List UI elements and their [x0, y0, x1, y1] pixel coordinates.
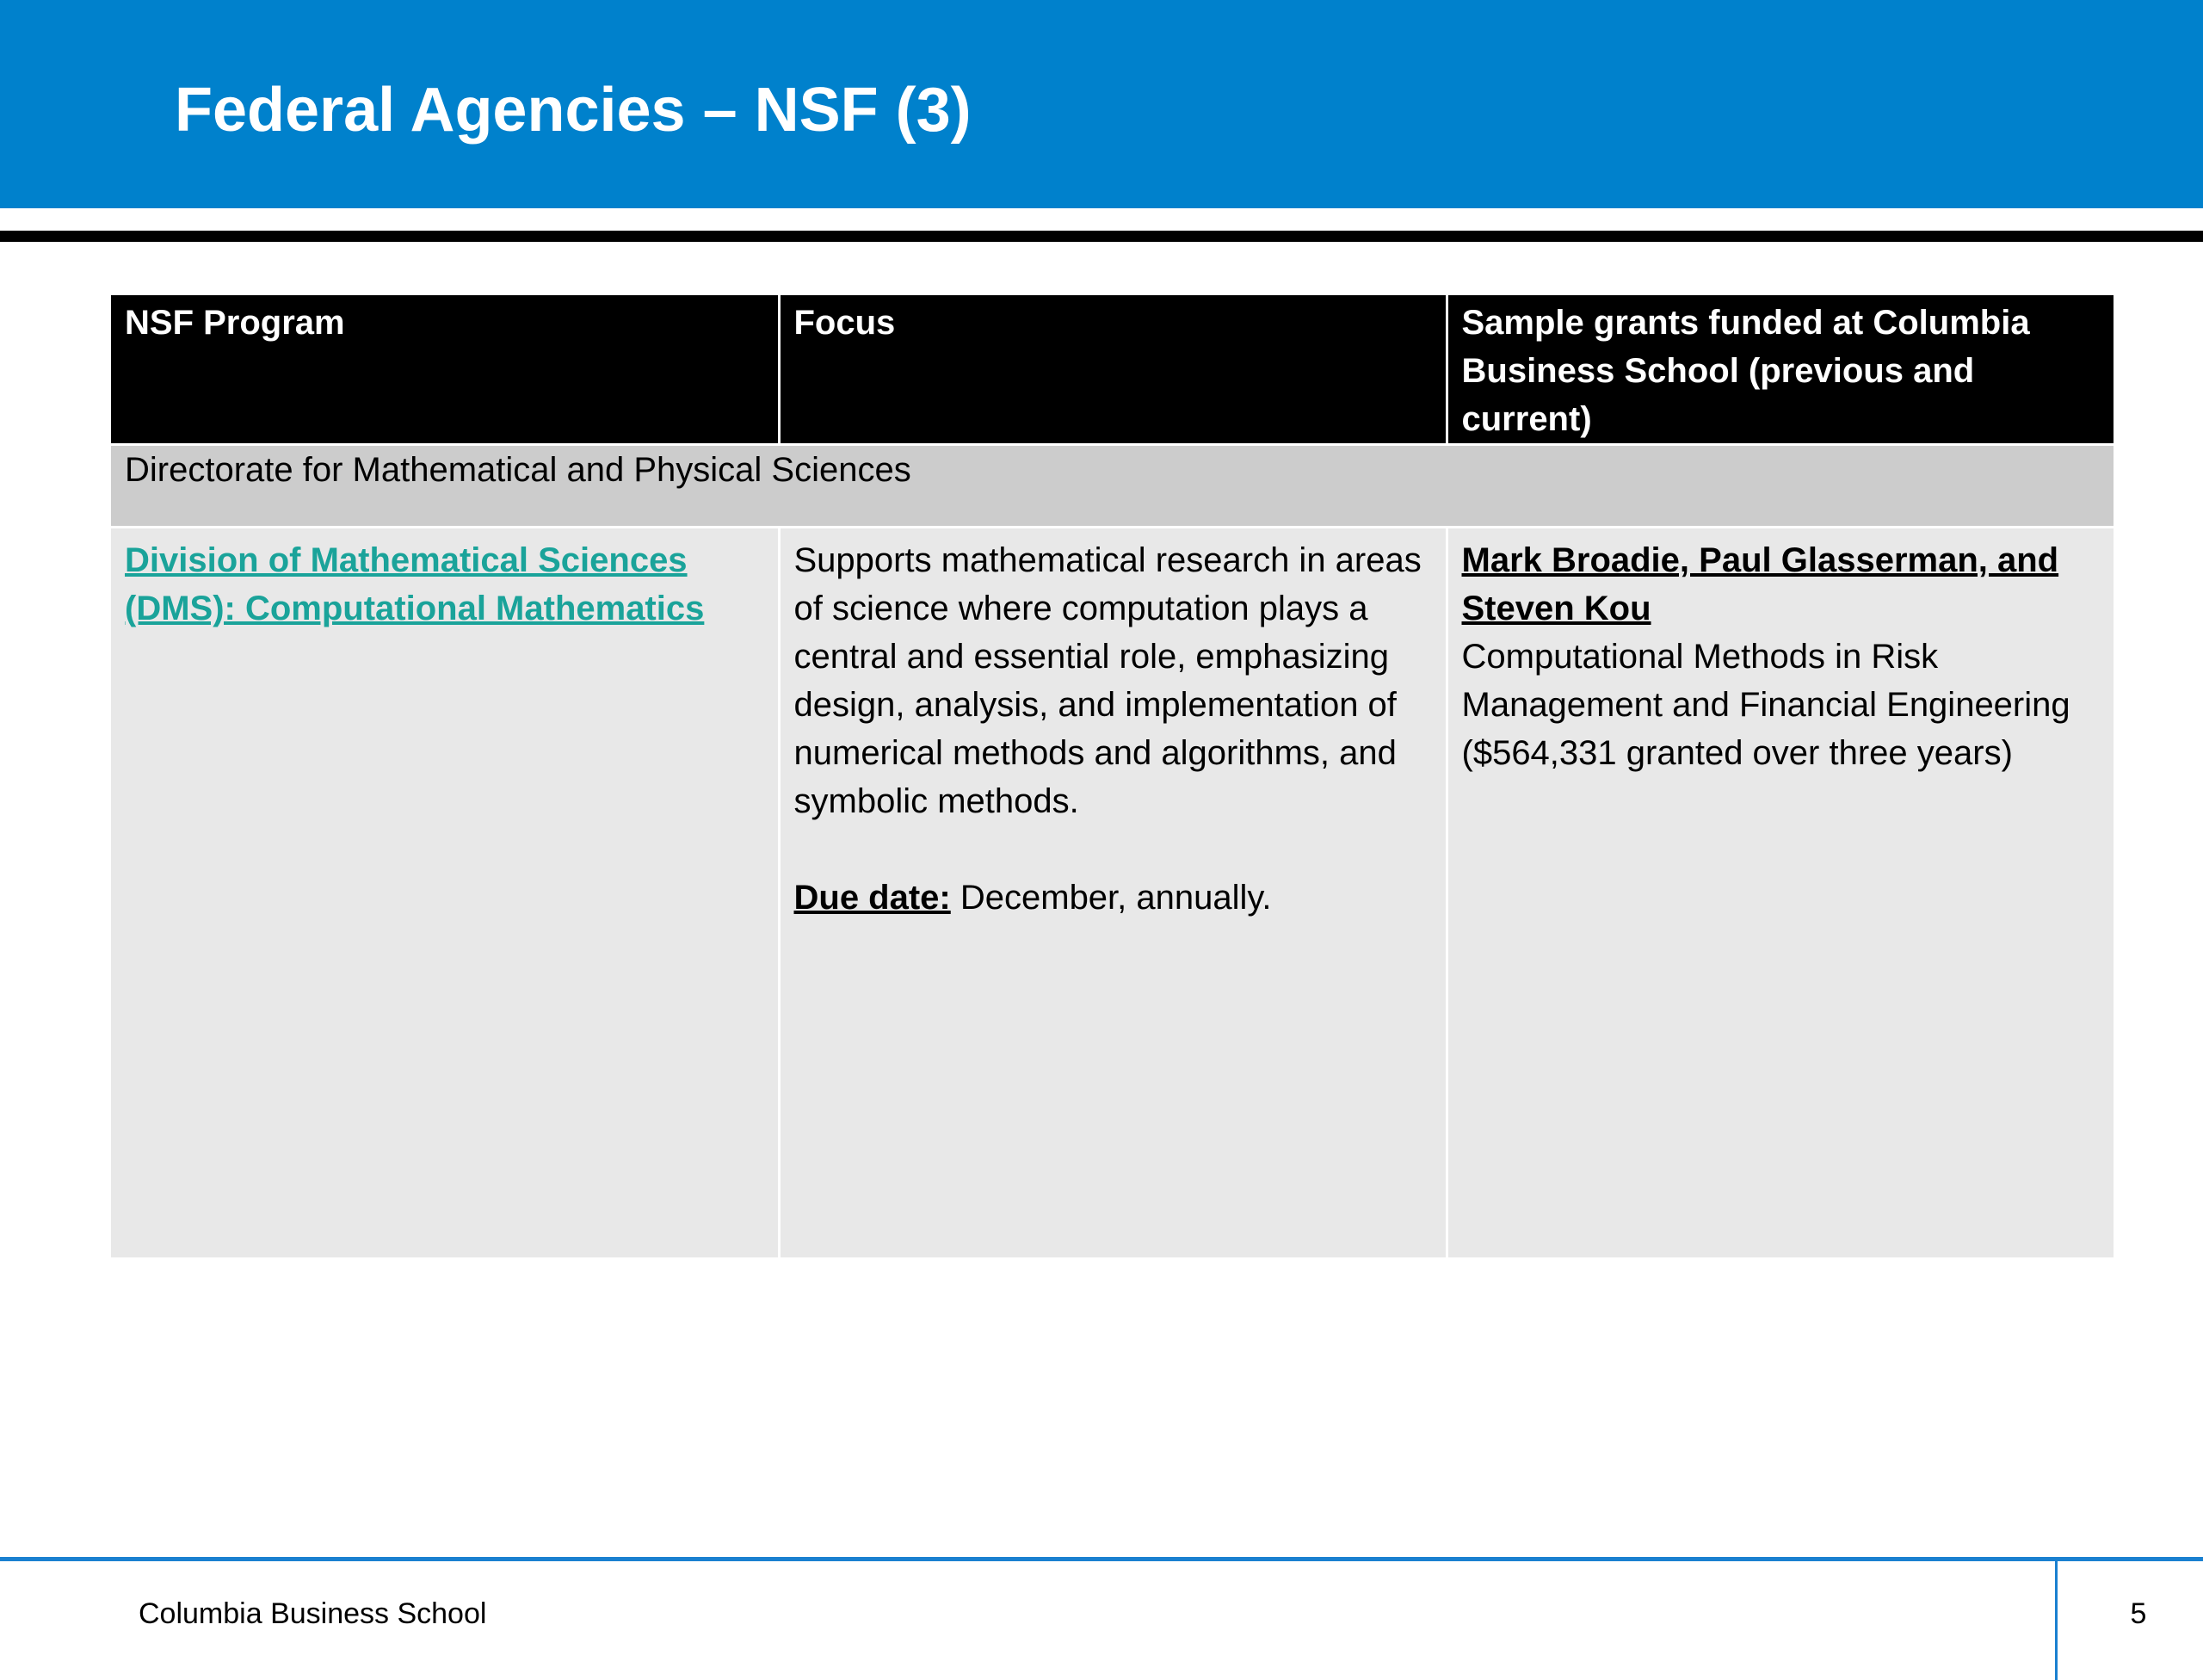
- header-nsf-program: NSF Program: [111, 295, 779, 445]
- table-row: [111, 528, 2114, 1257]
- table-section-row: [111, 445, 2114, 528]
- header-sample-grants: Sample grants funded at Columbia Business School (previous and current): [1447, 295, 2114, 445]
- footer-organization: Columbia Business School: [139, 1597, 487, 1630]
- cell-sample-grants: [1447, 528, 2114, 1257]
- due-date-value: December, annually.: [950, 879, 1272, 917]
- footer-rule: [0, 1557, 2203, 1561]
- cell-focus: [779, 528, 1447, 1257]
- grant-recipients: Mark Broadie, Paul Glasserman, and Steven Kou: [1461, 541, 2059, 627]
- focus-text: Supports mathematical research in areas of science where computation plays a central and essential role, emphasizing design, analysis, and implementation of numerical methods and algorithms, and symbolic methods.: [793, 541, 1422, 820]
- page-number: 5: [2130, 1597, 2147, 1630]
- slide-title: Federal Agencies – NSF (3): [175, 76, 972, 145]
- paragraph-gap: [794, 825, 1432, 874]
- header-focus: Focus: [779, 295, 1447, 445]
- grant-description: Computational Methods in Risk Management and Financial Engineering ($564,331 granted over three years): [1461, 638, 2070, 772]
- program-link[interactable]: Division of Mathematical Sciences (DMS): Computational Mathematics: [125, 541, 705, 627]
- nsf-program-table: [111, 295, 2114, 1257]
- footer-divider: [2055, 1560, 2058, 1680]
- due-date-label: Due date:: [793, 879, 951, 917]
- section-directorate: Directorate for Mathematical and Physical Sciences: [111, 445, 2114, 528]
- cell-program: [111, 528, 779, 1257]
- table-header-row: [111, 295, 2114, 445]
- title-divider-rule: [0, 231, 2203, 242]
